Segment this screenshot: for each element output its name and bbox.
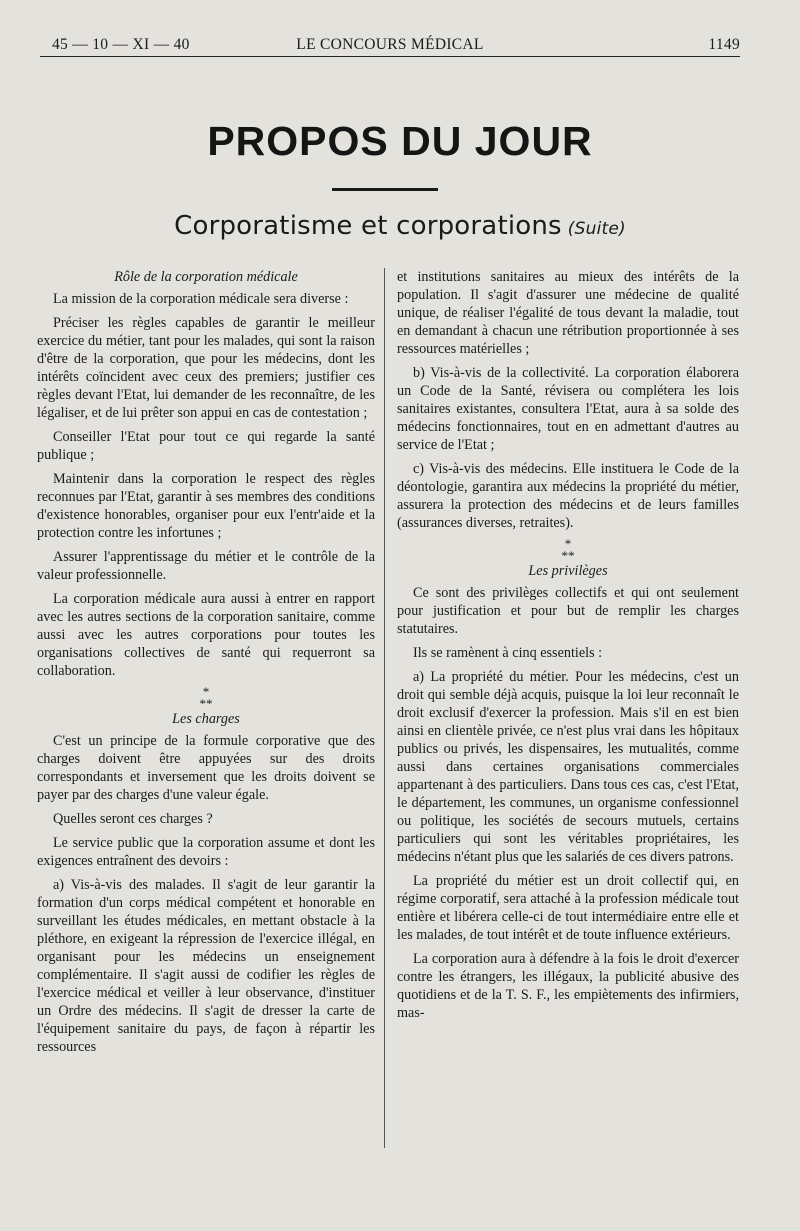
paragraph: et institutions sanitaires au mieux des intérêts de la population. Il s'agit d'assurer une médecine de qualité unique, de réaliser l'égalité de tous devant la maladie, tout en demandant à chacun une rétribution proportionnée à ses ressources matérielles ; <box>397 269 739 357</box>
left-column <box>37 268 375 1062</box>
paragraph: La corporation aura à défendre à la fois le droit d'exercer contre les étrangers, les illégaux, la publicité abusive des quotidiens et de la T. S. F., les empiètements des infirmiers, mas- <box>397 951 739 1021</box>
paragraph: Ils se ramènent à cinq essentiels : <box>413 645 603 661</box>
paragraph: b) Vis-à-vis de la collectivité. La corporation élaborera un Code de la Santé, révisera ou complétera les lois sanitaires existantes, consultera l'Etat, aura à sa solde des médecins fonctionnaires, tout en en admettant d'autres au service de l'Etat ; <box>397 365 739 453</box>
paragraph: a) Vis-à-vis des malades. Il s'agit de leur garantir la formation d'un corps médical compétent et honorable en surveillant les études médicales, en mettant obstacle à la pléthore, en exigeant la répression de l'exercice illégal, en organisant pour les médecins un enseignement complémentaire. Il s'agit aussi de codifier les règles de l'exercice médical et veiller à leur observance, d'instituer un Ordre des médecins. Il s'agit de dresser la carte de l'équipement sanitaire du pays, de façon à répartir les ressources <box>37 877 375 1055</box>
section-heading-charges: Les charges <box>172 711 240 727</box>
section-heading-privileges: Les privilèges <box>528 563 608 579</box>
section-heading-role: Rôle de la corporation médicale <box>114 269 298 285</box>
section-separator: * ** <box>199 684 213 711</box>
article-subtitle <box>0 211 800 241</box>
paragraph: Préciser les règles capables de garantir le meilleur exercice du métier, tant pour les malades, qui sont la raison d'être de la corporation, que pour les médecins, dont les intérêts coïncident avec ceux des premiers; justifier ces règles devant l'Etat, lui demander de les reconnaître, de les légaliser, et de lui prêter son appui en cas de contestation ; <box>37 315 375 421</box>
paragraph: Ce sont des privilèges collectifs et qui ont seulement pour justification et pour but de remplir les charges statutaires. <box>397 585 739 637</box>
subtitle-suffix: (Suite) <box>567 219 626 239</box>
paragraph: La corporation médicale aura aussi à entrer en rapport avec les autres sections de la corporation sanitaire, comme aussi avec les autres corporations pour toutes les organisations collectives de santé qui requerront sa collaboration. <box>37 591 375 679</box>
subtitle-text: Corporatisme et corporations <box>174 211 562 241</box>
right-column <box>397 268 739 1028</box>
paragraph: C'est un principe de la formule corporative que des charges doivent être appuyées sur des droits correspondants et inversement que les droits doivent se payer par des charges d'une valeur égale. <box>37 733 375 803</box>
paragraph: Conseiller l'Etat pour tout ce qui regarde la santé publique ; <box>37 429 375 463</box>
paragraph: c) Vis-à-vis des médecins. Elle instituera le Code de la déontologie, garantira aux médecins la propriété du métier, assurera la protection des médecins et de leurs familles (assurances diverses, retraites). <box>397 461 739 531</box>
paragraph: Maintenir dans la corporation le respect des règles reconnues par l'Etat, garantir à ses membres des conditions d'existence honorables, organiser pour eux l'entr'aide et la protection contre les infortunes ; <box>37 471 375 541</box>
title-rule <box>332 188 438 191</box>
paragraph: Quelles seront ces charges ? <box>53 811 213 827</box>
column-divider <box>384 268 385 1148</box>
paragraph: La propriété du métier est un droit collectif qui, en régime corporatif, sera attaché à la profession médicale tout entière et libérera celle-ci de tout intermédiaire entre elle et les malades, de tout intérêt et de toute influence extérieurs. <box>397 873 739 943</box>
article-title: PROPOS DU JOUR <box>207 118 593 164</box>
paragraph: Assurer l'apprentissage du métier et le contrôle de la valeur professionnelle. <box>37 549 375 583</box>
page-number: 1149 <box>708 36 740 53</box>
journal-name: LE CONCOURS MÉDICAL <box>296 36 484 53</box>
section-separator: * ** <box>561 536 575 563</box>
paragraph: La mission de la corporation médicale sera diverse : <box>53 291 349 307</box>
issue-date: 45 — 10 — XI — 40 <box>52 36 190 53</box>
paragraph: a) La propriété du métier. Pour les médecins, c'est un droit qui semble déjà acquis, puisque la loi leur reconnaît le droit exclusif d'exercer la profession. Mais s'il en est bien ainsi en clientèle privée, ce n'est plus vrai dans les hôpitaux publics ou privés, les dispensaires, les mutualités, comme aussi dans certaines organisations commerciales appartenant à des particuliers. Dans tous ces cas, c'est l'Etat, le département, les communes, un organisme confessionnel ou politique, les sociétés de secours mutuels, certains particuliers qui sont les véritables propriétaires, les médecins n'étant plus que les salariés de ces divers patrons. <box>397 669 739 865</box>
paragraph: Le service public que la corporation assume et dont les exigences entraînent des devoirs : <box>37 835 375 869</box>
running-head <box>40 34 740 57</box>
